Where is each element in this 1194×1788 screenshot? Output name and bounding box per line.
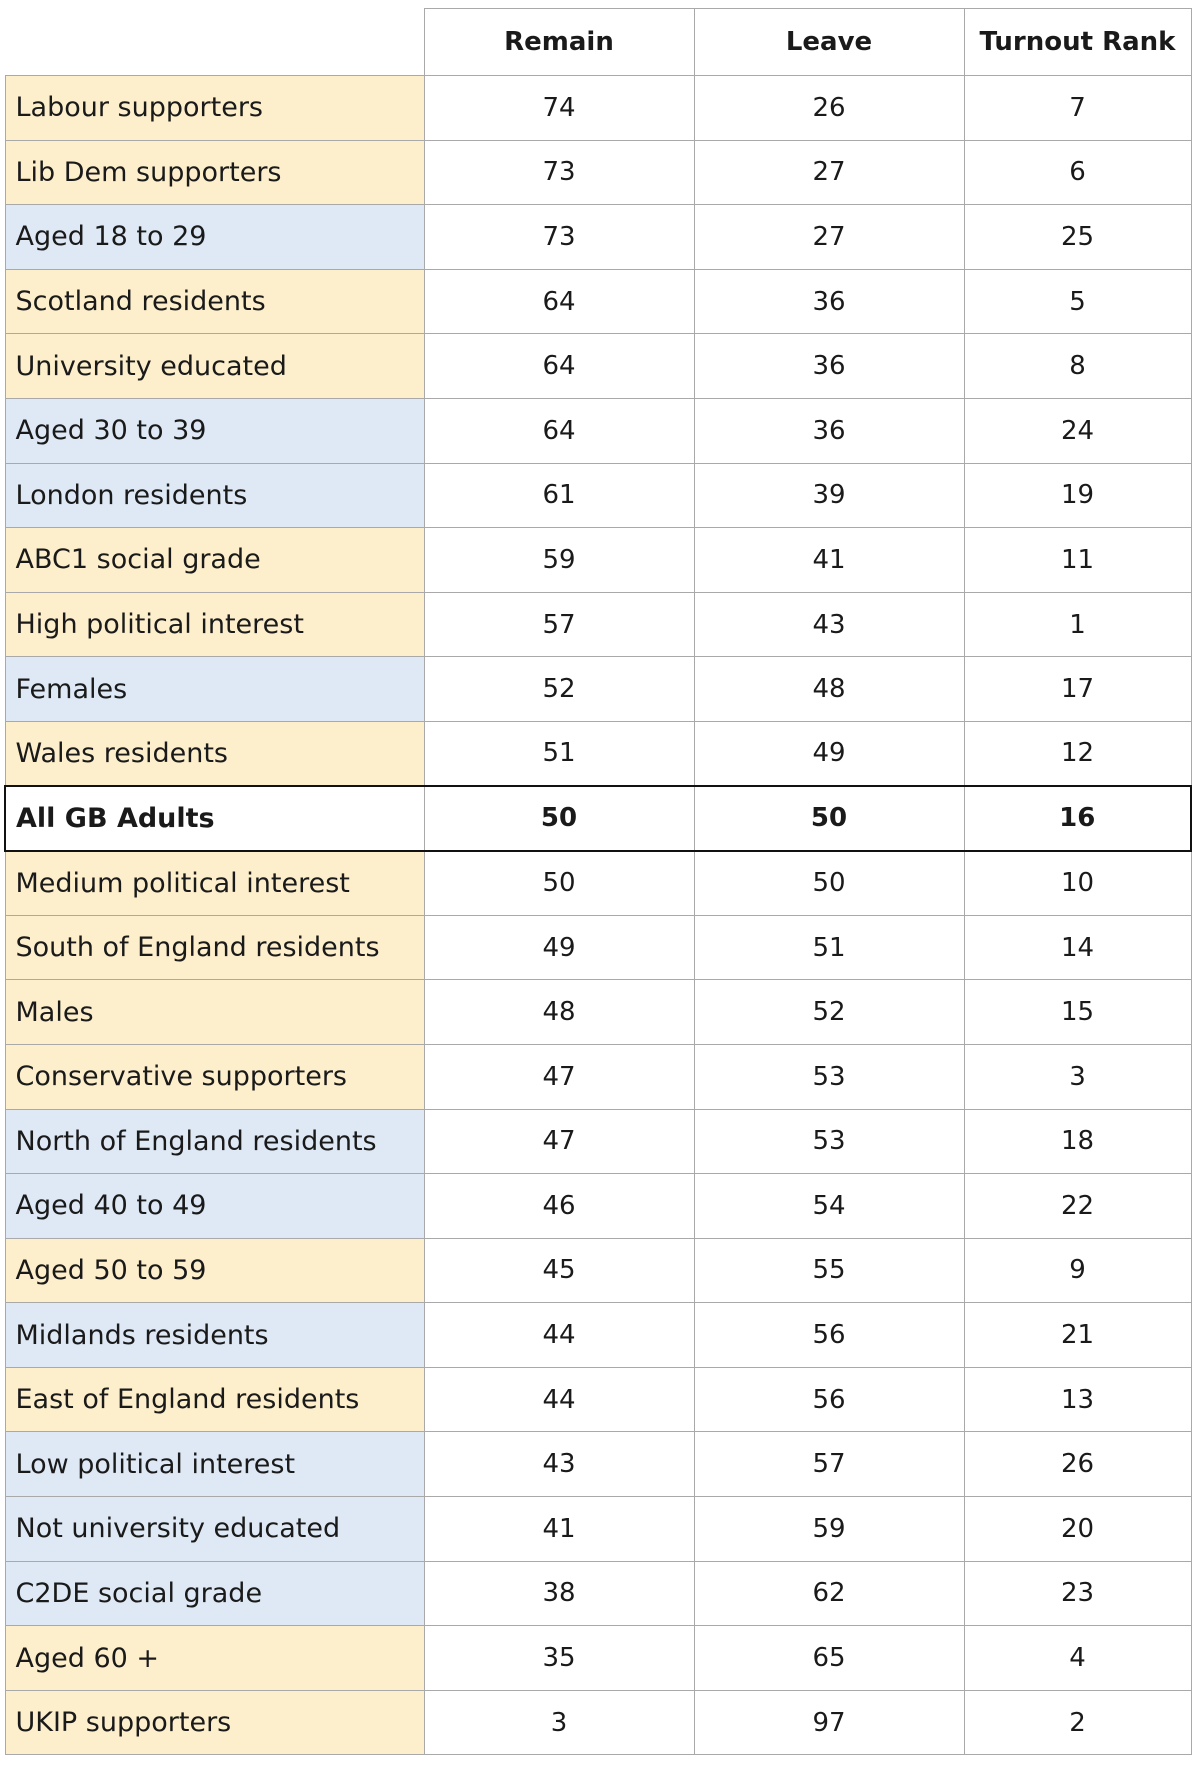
turnout-rank-value: 2 bbox=[964, 1690, 1191, 1755]
turnout-rank-value: 4 bbox=[964, 1626, 1191, 1691]
table-row bbox=[5, 1109, 1191, 1174]
table-row bbox=[5, 1367, 1191, 1432]
table-row bbox=[5, 1044, 1191, 1109]
remain-value: 73 bbox=[424, 140, 694, 205]
row-label: Males bbox=[5, 980, 424, 1045]
table-row bbox=[5, 1238, 1191, 1303]
row-label: All GB Adults bbox=[5, 786, 424, 851]
leave-value: 53 bbox=[694, 1109, 964, 1174]
remain-value: 44 bbox=[424, 1367, 694, 1432]
leave-value: 36 bbox=[694, 269, 964, 334]
row-label: London residents bbox=[5, 463, 424, 528]
turnout-rank-value: 14 bbox=[964, 915, 1191, 980]
table-row bbox=[5, 334, 1191, 399]
row-label: Low political interest bbox=[5, 1432, 424, 1497]
leave-value: 56 bbox=[694, 1303, 964, 1368]
turnout-rank-value: 18 bbox=[964, 1109, 1191, 1174]
table-row bbox=[5, 140, 1191, 205]
leave-value: 51 bbox=[694, 915, 964, 980]
remain-value: 41 bbox=[424, 1497, 694, 1562]
remain-value: 64 bbox=[424, 334, 694, 399]
leave-value: 49 bbox=[694, 721, 964, 786]
leave-value: 48 bbox=[694, 657, 964, 722]
turnout-rank-value: 1 bbox=[964, 592, 1191, 657]
remain-value: 59 bbox=[424, 528, 694, 593]
row-label: ABC1 social grade bbox=[5, 528, 424, 593]
row-label: Scotland residents bbox=[5, 269, 424, 334]
leave-value: 27 bbox=[694, 205, 964, 270]
table-row bbox=[5, 980, 1191, 1045]
turnout-rank-value: 8 bbox=[964, 334, 1191, 399]
remain-value: 51 bbox=[424, 721, 694, 786]
table-row-total bbox=[5, 786, 1191, 851]
turnout-rank-value: 6 bbox=[964, 140, 1191, 205]
table-row bbox=[5, 1626, 1191, 1691]
row-label: Medium political interest bbox=[5, 851, 424, 916]
header-leave: Leave bbox=[694, 9, 964, 76]
remain-value: 50 bbox=[424, 851, 694, 916]
remain-value: 35 bbox=[424, 1626, 694, 1691]
header-blank-cell bbox=[5, 9, 424, 76]
remain-value: 45 bbox=[424, 1238, 694, 1303]
remain-value: 49 bbox=[424, 915, 694, 980]
row-label: Wales residents bbox=[5, 721, 424, 786]
row-label: Aged 50 to 59 bbox=[5, 1238, 424, 1303]
remain-value: 64 bbox=[424, 269, 694, 334]
remain-value: 64 bbox=[424, 398, 694, 463]
remain-value: 61 bbox=[424, 463, 694, 528]
row-label: North of England residents bbox=[5, 1109, 424, 1174]
turnout-rank-value: 24 bbox=[964, 398, 1191, 463]
leave-value: 26 bbox=[694, 76, 964, 141]
row-label: Aged 30 to 39 bbox=[5, 398, 424, 463]
remain-value: 50 bbox=[424, 786, 694, 851]
leave-value: 53 bbox=[694, 1044, 964, 1109]
remain-value: 47 bbox=[424, 1109, 694, 1174]
header-turnout-rank: Turnout Rank bbox=[964, 9, 1191, 76]
table-row bbox=[5, 463, 1191, 528]
table-row bbox=[5, 657, 1191, 722]
table-row bbox=[5, 1561, 1191, 1626]
remain-value: 46 bbox=[424, 1174, 694, 1239]
leave-value: 52 bbox=[694, 980, 964, 1045]
turnout-rank-value: 20 bbox=[964, 1497, 1191, 1562]
turnout-rank-value: 9 bbox=[964, 1238, 1191, 1303]
leave-value: 62 bbox=[694, 1561, 964, 1626]
table-row bbox=[5, 1690, 1191, 1755]
row-label: University educated bbox=[5, 334, 424, 399]
leave-value: 57 bbox=[694, 1432, 964, 1497]
remain-value: 43 bbox=[424, 1432, 694, 1497]
turnout-rank-value: 17 bbox=[964, 657, 1191, 722]
turnout-rank-value: 26 bbox=[964, 1432, 1191, 1497]
turnout-rank-value: 23 bbox=[964, 1561, 1191, 1626]
row-label: Aged 40 to 49 bbox=[5, 1174, 424, 1239]
row-label: UKIP supporters bbox=[5, 1690, 424, 1755]
row-label: Females bbox=[5, 657, 424, 722]
header-row bbox=[5, 9, 1191, 76]
referendum-results-table bbox=[4, 8, 1192, 1755]
remain-value: 3 bbox=[424, 1690, 694, 1755]
turnout-rank-value: 11 bbox=[964, 528, 1191, 593]
remain-value: 48 bbox=[424, 980, 694, 1045]
leave-value: 50 bbox=[694, 786, 964, 851]
turnout-rank-value: 21 bbox=[964, 1303, 1191, 1368]
turnout-rank-value: 16 bbox=[964, 786, 1191, 851]
remain-value: 73 bbox=[424, 205, 694, 270]
row-label: Aged 60 + bbox=[5, 1626, 424, 1691]
turnout-rank-value: 7 bbox=[964, 76, 1191, 141]
turnout-rank-value: 22 bbox=[964, 1174, 1191, 1239]
leave-value: 41 bbox=[694, 528, 964, 593]
leave-value: 36 bbox=[694, 334, 964, 399]
row-label: High political interest bbox=[5, 592, 424, 657]
table-row bbox=[5, 528, 1191, 593]
row-label: C2DE social grade bbox=[5, 1561, 424, 1626]
row-label: Aged 18 to 29 bbox=[5, 205, 424, 270]
table-row bbox=[5, 1174, 1191, 1239]
remain-value: 44 bbox=[424, 1303, 694, 1368]
leave-value: 55 bbox=[694, 1238, 964, 1303]
table-row bbox=[5, 592, 1191, 657]
table-row bbox=[5, 1303, 1191, 1368]
turnout-rank-value: 15 bbox=[964, 980, 1191, 1045]
turnout-rank-value: 25 bbox=[964, 205, 1191, 270]
table-row bbox=[5, 1497, 1191, 1562]
table-row bbox=[5, 398, 1191, 463]
remain-value: 38 bbox=[424, 1561, 694, 1626]
leave-value: 65 bbox=[694, 1626, 964, 1691]
turnout-rank-value: 12 bbox=[964, 721, 1191, 786]
table-body bbox=[5, 76, 1191, 1755]
table-row bbox=[5, 269, 1191, 334]
leave-value: 97 bbox=[694, 1690, 964, 1755]
leave-value: 39 bbox=[694, 463, 964, 528]
remain-value: 74 bbox=[424, 76, 694, 141]
leave-value: 27 bbox=[694, 140, 964, 205]
table-row bbox=[5, 76, 1191, 141]
leave-value: 56 bbox=[694, 1367, 964, 1432]
row-label: Labour supporters bbox=[5, 76, 424, 141]
table-row bbox=[5, 1432, 1191, 1497]
turnout-rank-value: 5 bbox=[964, 269, 1191, 334]
turnout-rank-value: 3 bbox=[964, 1044, 1191, 1109]
header-remain: Remain bbox=[424, 9, 694, 76]
leave-value: 54 bbox=[694, 1174, 964, 1239]
row-label: Midlands residents bbox=[5, 1303, 424, 1368]
remain-value: 47 bbox=[424, 1044, 694, 1109]
table-row bbox=[5, 205, 1191, 270]
table-row bbox=[5, 915, 1191, 980]
leave-value: 36 bbox=[694, 398, 964, 463]
turnout-rank-value: 19 bbox=[964, 463, 1191, 528]
remain-value: 57 bbox=[424, 592, 694, 657]
turnout-rank-value: 13 bbox=[964, 1367, 1191, 1432]
row-label: Conservative supporters bbox=[5, 1044, 424, 1109]
remain-value: 52 bbox=[424, 657, 694, 722]
table-row bbox=[5, 721, 1191, 786]
row-label: South of England residents bbox=[5, 915, 424, 980]
turnout-rank-value: 10 bbox=[964, 851, 1191, 916]
leave-value: 59 bbox=[694, 1497, 964, 1562]
row-label: Lib Dem supporters bbox=[5, 140, 424, 205]
leave-value: 50 bbox=[694, 851, 964, 916]
leave-value: 43 bbox=[694, 592, 964, 657]
table-row bbox=[5, 851, 1191, 916]
row-label: Not university educated bbox=[5, 1497, 424, 1562]
row-label: East of England residents bbox=[5, 1367, 424, 1432]
results-table-container bbox=[4, 8, 1190, 1755]
